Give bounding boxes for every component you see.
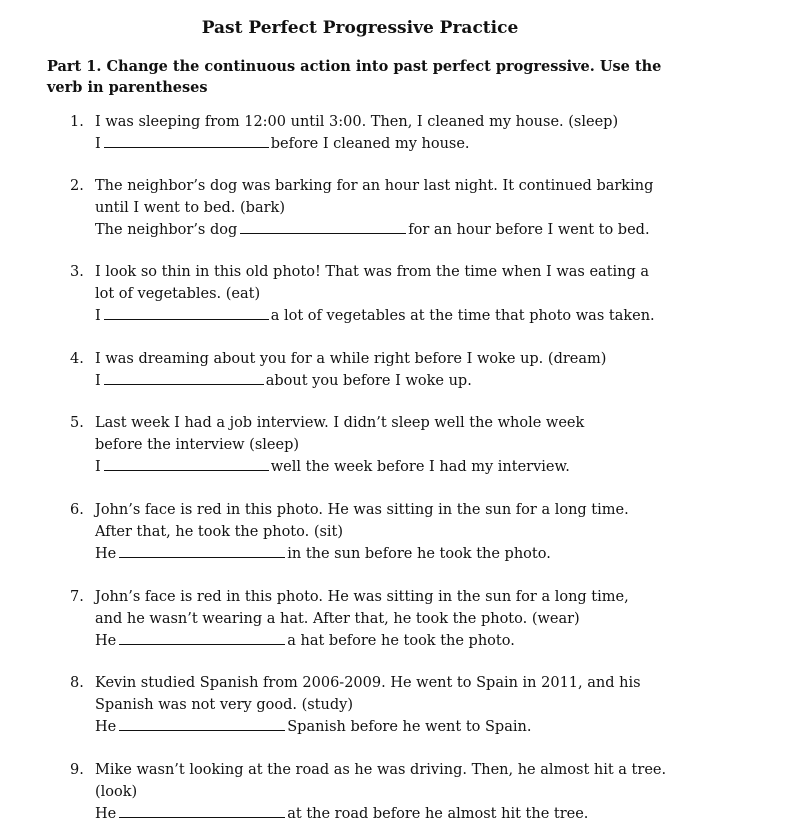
question-2 — [70, 175, 670, 241]
answer-prefix: The neighbor’s dog — [95, 222, 238, 238]
answer-line — [95, 133, 670, 155]
answer-line — [95, 370, 670, 392]
question-number: 6. — [70, 502, 84, 518]
question-9 — [70, 759, 670, 825]
page-title: Past Perfect Progressive Practice — [201, 18, 519, 38]
question-number: 1. — [70, 114, 84, 130]
question-number: 3. — [70, 264, 84, 280]
question-1 — [70, 111, 670, 155]
question-number: 5. — [70, 415, 84, 431]
question-prompt: I was dreaming about you for a while right before I woke up. (dream) — [95, 351, 607, 367]
answer-prefix: I — [95, 136, 101, 152]
answer-suffix: at the road before he almost hit the tree. — [287, 806, 589, 822]
question-4 — [70, 348, 670, 392]
answer-line — [95, 630, 670, 652]
answer-prefix: He — [95, 719, 117, 735]
question-prompt: Last week I had a job interview. I didn’t sleep well the whole week before the interview (sleep) — [95, 415, 585, 453]
answer-prefix: He — [95, 546, 117, 562]
answer-suffix: a lot of vegetables at the time that photo was taken. — [270, 308, 655, 324]
answer-blank[interactable] — [104, 305, 269, 320]
question-prompt: Kevin studied Spanish from 2006-2009. He went to Spain in 2011, and his Spanish was not very good. (study) — [95, 675, 641, 713]
answer-suffix: before I cleaned my house. — [270, 136, 470, 152]
answer-line — [95, 716, 670, 738]
question-8 — [70, 672, 670, 738]
answer-suffix: well the week before I had my interview. — [270, 459, 570, 475]
question-number: 2. — [70, 178, 84, 194]
question-prompt: John’s face is red in this photo. He was sitting in the sun for a long time. After that, he took the photo. (sit) — [95, 502, 629, 540]
answer-blank[interactable] — [104, 456, 269, 471]
question-prompt: I was sleeping from 12:00 until 3:00. Then, I cleaned my house. (sleep) — [95, 114, 619, 130]
question-number: 9. — [70, 762, 84, 778]
answer-blank[interactable] — [104, 370, 264, 385]
question-number: 8. — [70, 675, 84, 691]
answer-suffix: about you before I woke up. — [265, 373, 472, 389]
answer-blank[interactable] — [104, 133, 269, 148]
answer-blank[interactable] — [119, 543, 285, 558]
answer-suffix: a hat before he took the photo. — [287, 633, 515, 649]
part-instructions: Part 1. Change the continuous action into past perfect progressive. Use the verb in parentheses — [47, 58, 662, 96]
answer-line — [95, 219, 670, 241]
answer-line — [95, 456, 670, 478]
answer-prefix: He — [95, 633, 117, 649]
question-prompt: The neighbor’s dog was barking for an hour last night. It continued barking until I went to bed. (bark) — [95, 178, 654, 216]
answer-blank[interactable] — [119, 716, 285, 731]
question-number: 4. — [70, 351, 84, 367]
answer-prefix: I — [95, 459, 101, 475]
answer-line — [95, 803, 670, 825]
answer-blank[interactable] — [119, 630, 285, 645]
question-prompt: John’s face is red in this photo. He was sitting in the sun for a long time, and he wasn’t wearing a hat. After that, he took the photo. (wear) — [95, 589, 629, 627]
answer-suffix: Spanish before he went to Spain. — [287, 719, 532, 735]
question-number: 7. — [70, 589, 84, 605]
answer-line — [95, 543, 670, 565]
answer-blank[interactable] — [240, 219, 406, 234]
question-6 — [70, 499, 670, 565]
answer-prefix: I — [95, 373, 101, 389]
answer-prefix: I — [95, 308, 101, 324]
answer-suffix: for an hour before I went to bed. — [408, 222, 650, 238]
question-7 — [70, 586, 670, 652]
answer-prefix: He — [95, 806, 117, 822]
question-prompt: Mike wasn’t looking at the road as he was driving. Then, he almost hit a tree. (look) — [95, 762, 667, 800]
question-prompt: I look so thin in this old photo! That was from the time when I was eating a lot of vegetables. (eat) — [95, 264, 650, 302]
answer-suffix: in the sun before he took the photo. — [287, 546, 551, 562]
question-5 — [70, 412, 670, 478]
answer-line — [95, 305, 670, 327]
question-3 — [70, 261, 670, 327]
